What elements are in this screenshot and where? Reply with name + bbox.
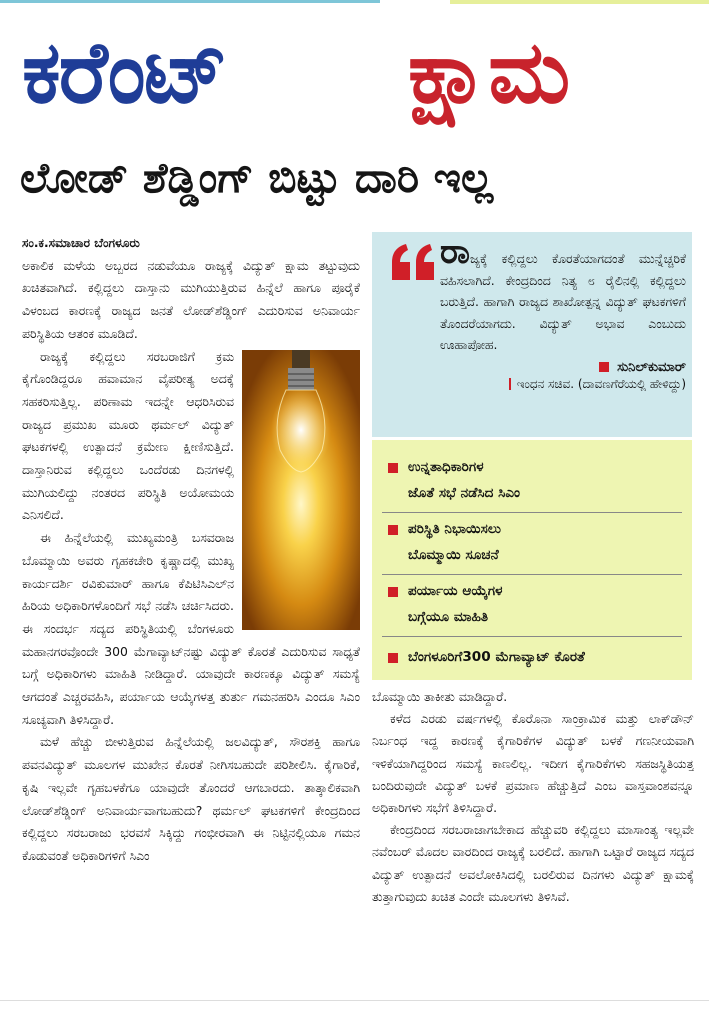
- highlight-line: ಜೊತೆ ಸಭೆ ನಡೆಸಿದ ಸಿಎಂ: [408, 485, 521, 501]
- article-left-column: [22, 232, 360, 1002]
- highlight-line: ಬೊಮ್ಮಾಯಿ ಸೂಚನೆ: [408, 547, 499, 563]
- headline-part-2: ಕ್ಷಾಮ: [408, 23, 569, 123]
- paragraph: ರಾಜ್ಯಕ್ಕೆ ಕಲ್ಲಿದ್ದಲು ಸರಬರಾಜಿಗೆ ಕ್ರಮ ಕೈಗೊಂಡಿದ್ದರೂ ಹವಾಮಾನ ವೈಪರೀತ್ಯ ಅದಕ್ಕೆ ಸಹಕರಿಸುತ್ತಿಲ್ಲ. ಪರಿಣಾಮ ಇದನ್ನೇ ಆಧರಿಸಿರುವ ರಾಜ್ಯದ ಪ್ರಮುಖ ಮೂರು ಥರ್ಮಲ್ ವಿದ್ಯುತ್ ಘಟಕಗಳಲ್ಲಿ ಉತ್ಪಾದನೆ ಕ್ರಮೇಣ ಕ್ಷೀಣಿಸುತ್ತಿದೆ. ದಾಸ್ತಾನಿರುವ ಕಲ್ಲಿದ್ದಲು ಒಂದೆರಡು ದಿನಗಳಲ್ಲಿ ಮುಗಿಯಲಿದ್ದು ನಂತರದ ಪರಿಸ್ಥಿತಿ ಅಯೋಮಯ ಎನಿಸಲಿದೆ.: [22, 348, 234, 523]
- headline: [0, 10, 709, 135]
- paragraph: ಈ ಹಿನ್ನೆಲೆಯಲ್ಲಿ ಮುಖ್ಯಮಂತ್ರಿ ಬಸವರಾಜ ಬೊಮ್ಮಾಯಿ ಅವರು ಗೃಹಕಚೇರಿ ಕೃಷ್ಣಾದಲ್ಲಿ ಮುಖ್ಯ ಕಾರ್ಯದರ್ಶಿ ರವಿಕುಮಾರ್ ಹಾಗೂ ಕೆಪಿಟಿಸಿಎಲ್‌ನ ಹಿರಿಯ ಅಧಿಕಾರಿಗಳೊಂದಿಗೆ ಸಭೆ ನಡೆಸಿ ಚರ್ಚಿಸಿದರು. ಈ ಸಂದರ್ಭ ಸದ್ಯದ ಪರಿಸ್ಥಿತಿಯಲ್ಲಿ ಬೆಂಗಳೂರು ಮಹಾನಗರವೊಂದೇ 300 ಮೆಗಾವ್ಯಾಟ್‌ನಷ್ಟು ವಿದ್ಯುತ್ ಕೊರತೆ ಎದುರಿಸುವ ಸಾಧ್ಯತೆ ಬಗ್ಗೆ ಅಧಿಕಾರಿಗಳು ಮಾಹಿತಿ ನೀಡಿದ್ದಾರೆ. ಯಾವುದೇ ಕಾರಣಕ್ಕೂ ವಿದ್ಯುತ್ ಸಮಸ್ಯೆ ಆಗದಂತೆ ಎಚ್ಚರವಹಿಸಿ, ಪರ್ಯಾಯ ಆಯ್ಕೆಗಳತ್ತ ತುರ್ತು ಗಮನಹರಿಸಿ ಎಂದೂ ಸಿಎಂ ಸೂಚ್ಯವಾಗಿ ತಿಳಿಸಿದ್ದಾರೆ.: [22, 530, 360, 727]
- headline-part-1: ಕರೆಂಟ್: [22, 23, 226, 123]
- quote-mark-icon: [390, 242, 436, 282]
- article-right-column: [372, 686, 694, 1002]
- paragraph: ಅಕಾಲಿಕ ಮಳೆಯ ಅಬ್ಬರದ ನಡುವೆಯೂ ರಾಜ್ಯಕ್ಕೆ ವಿದ್ಯುತ್ ಕ್ಷಾಮ ತಟ್ಟುವುದು ಖಚಿತವಾಗಿದೆ. ಕಲ್ಲಿದ್ದಲು ದಾಸ್ತಾನು ಮುಗಿಯುತ್ತಿರುವ ಹಿನ್ನೆಲೆ ಹಾಗೂ ಪೂರೈಕೆ ವಿಳಂಬದ ಕಾರಣಕ್ಕೆ ರಾಜ್ಯದ ಜನತೆ ಲೋಡ್‌ಶೆಡ್ಡಿಂಗ್ ಎದುರಿಸುವ ಅನಿವಾರ್ಯ ಪರಿಸ್ಥಿತಿಯ ಆತಂಕ ಮೂಡಿದೆ.: [22, 257, 360, 341]
- highlight-line: ಪರಿಸ್ಥಿತಿ ನಿಭಾಯಿಸಲು: [408, 521, 502, 537]
- quote-author-name: ಸುನಿಲ್‌ಕುಮಾರ್: [617, 359, 686, 375]
- byline: ಸಂ.ಕ.ಸಮಾಚಾರ ಬೆಂಗಳೂರು: [22, 236, 140, 250]
- highlight-item: [382, 578, 682, 630]
- highlight-line: ಉನ್ನತಾಧಿಕಾರಿಗಳ: [408, 459, 484, 475]
- bottom-rule: [0, 1000, 709, 1001]
- paragraph: ಕಳೆದ ಎರಡು ವರ್ಷಗಳಲ್ಲಿ ಕೊರೊನಾ ಸಾಂಕ್ರಾಮಿಕ ಮತ್ತು ಲಾಕ್‌ಡೌನ್ ನಿರ್ಬಂಧ ಇದ್ದ ಕಾರಣಕ್ಕೆ ಕೈಗಾರಿಕೆಗಳ ವಿದ್ಯುತ್ ಬಳಕೆ ಗಣನೀಯವಾಗಿ ಇಳಿಕೆಯಾಗಿದ್ದರಿಂದ ಸಮಸ್ಯೆ ಕಾಣಲಿಲ್ಲ. ಇದೀಗ ಕೈಗಾರಿಕೆಗಳು ಸಹಜಸ್ಥಿತಿಯತ್ತ ಬಂದಿರುವುದೇ ವಿದ್ಯುತ್ ಬಳಕೆ ಪ್ರಮಾಣ ಹೆಚ್ಚುತ್ತಿದೆ ಎಂಬ ವಾಸ್ತವಾಂಶವನ್ನೂ ಅಧಿಕಾರಿಗಳು ಸಭೆಗೆ ತಿಳಿಸಿದ್ದಾರೆ.: [372, 711, 694, 816]
- paragraph: ಬೊಮ್ಮಾಯಿ ತಾಕೀತು ಮಾಡಿದ್ದಾರೆ.: [372, 689, 508, 704]
- highlight-line: ಬೆಂಗಳೂರಿಗೆ300 ಮೆಗಾವ್ಯಾಟ್ ಕೊರತೆ: [408, 649, 585, 665]
- highlight-item: [382, 644, 682, 670]
- light-bulb-image: [242, 350, 360, 630]
- top-color-strip: [0, 0, 709, 8]
- quote-role-text: ಇಂಧನ ಸಚಿವ. (ದಾವಣಗೆರೆಯಲ್ಲಿ ಹೇಳಿದ್ದು): [516, 376, 686, 391]
- quote-body: ಜ್ಯಕ್ಕೆ ಕಲ್ಲಿದ್ದಲು ಕೊರತೆಯಾಗದಂತೆ ಮುನ್ನೆಚ್ಚರಿಕೆ ವಹಿಸಲಾಗಿದೆ. ಕೇಂದ್ರದಿಂದ ನಿತ್ಯ ೮ ರೈಲಿನಲ್ಲಿ ಕಲ್ಲಿದ್ದಲು ಬರುತ್ತಿದೆ. ಹಾಗಾಗಿ ರಾಜ್ಯದ ಶಾಖೋತ್ಪನ್ನ ವಿದ್ಯುತ್ ಘಟಕಗಳಿಗೆ ತೊಂದರೆಯಾಗದು. ವಿದ್ಯುತ್ ಅಭಾವ ಎಂಬುದು ಊಹಾಪೋಹ.: [440, 251, 686, 352]
- quote-dropcap: ರಾ: [440, 232, 470, 272]
- highlight-line: ಬಗ್ಗೆಯೂ ಮಾಹಿತಿ: [408, 609, 489, 625]
- highlight-line: ಪರ್ಯಾಯ ಆಯ್ಕೆಗಳ: [408, 583, 503, 599]
- paragraph: ಮಳೆ ಹೆಚ್ಚು ಬೀಳುತ್ತಿರುವ ಹಿನ್ನೆಲೆಯಲ್ಲಿ ಜಲವಿದ್ಯುತ್, ಸೌರಶಕ್ತಿ ಹಾಗೂ ಪವನವಿದ್ಯುತ್ ಮೂಲಗಳ ಮುಖೇನ ಕೊರತೆ ನೀಗಿಸಬಹುದೇ ಪರಿಶೀಲಿಸಿ. ಕೈಗಾರಿಕೆ, ಕೃಷಿ ಇಲ್ಲವೇ ಗೃಹಬಳಕೆಗೂ ಯಾವುದೇ ತೊಂದರೆ ಆಗಬಾರದು. ತಾತ್ಕಾಲಿಕವಾಗಿ ಲೋಡ್‌ಶೆಡ್ಡಿಂಗ್ ಅನಿವಾರ್ಯವಾಗಬಹುದು? ಥರ್ಮಲ್ ಘಟಕಗಳಿಗೆ ಕೇಂದ್ರದಿಂದ ಕಲ್ಲಿದ್ದಲು ಸರಬರಾಜು ಭರವಸೆ ಸಿಕ್ಕಿದ್ದು ಗಂಭೀರವಾಗಿ ಈ ನಿಟ್ಟಿನಲ್ಲಿಯೂ ಗಮನ ಕೊಡುವಂತೆ ಅಧಿಕಾರಿಗಳಿಗೆ ಸಿಎಂ: [22, 734, 360, 863]
- highlights-box: [372, 440, 692, 680]
- highlight-item: [382, 454, 682, 506]
- highlight-item: [382, 516, 682, 568]
- quote-author-role: [382, 377, 686, 392]
- subheadline: ಲೋಡ್ ಶೆಡ್ಡಿಂಗ್ ಬಿಟ್ಟು ದಾರಿ ಇಲ್ಲ: [20, 153, 494, 202]
- paragraph: ಕೇಂದ್ರದಿಂದ ಸರಬರಾಜಾಗಬೇಕಾದ ಹೆಚ್ಚುವರಿ ಕಲ್ಲಿದ್ದಲು ಮಾಸಾಂತ್ಯ ಇಲ್ಲವೇ ನವೆಂಬರ್ ಮೊದಲ ವಾರದಿಂದ ರಾಜ್ಯಕ್ಕೆ ಬರಲಿದೆ. ಹಾಗಾಗಿ ಒಟ್ಟಾರೆ ರಾಜ್ಯದ ಸದ್ಯದ ವಿದ್ಯುತ್ ಉತ್ಪಾದನೆ ಅವಲೋಕಿಸಿದಲ್ಲಿ ಬರಲಿರುವ ದಿನಗಳು ವಿದ್ಯುತ್ ಕ್ಷಾಮಕ್ಕೆ ತುತ್ತಾಗುವುದು ಖಚಿತ ಎಂದೇ ಮೂಲಗಳು ತಿಳಿಸಿವೆ.: [372, 822, 694, 904]
- quote-author: [382, 360, 686, 375]
- quote-box: [372, 232, 692, 437]
